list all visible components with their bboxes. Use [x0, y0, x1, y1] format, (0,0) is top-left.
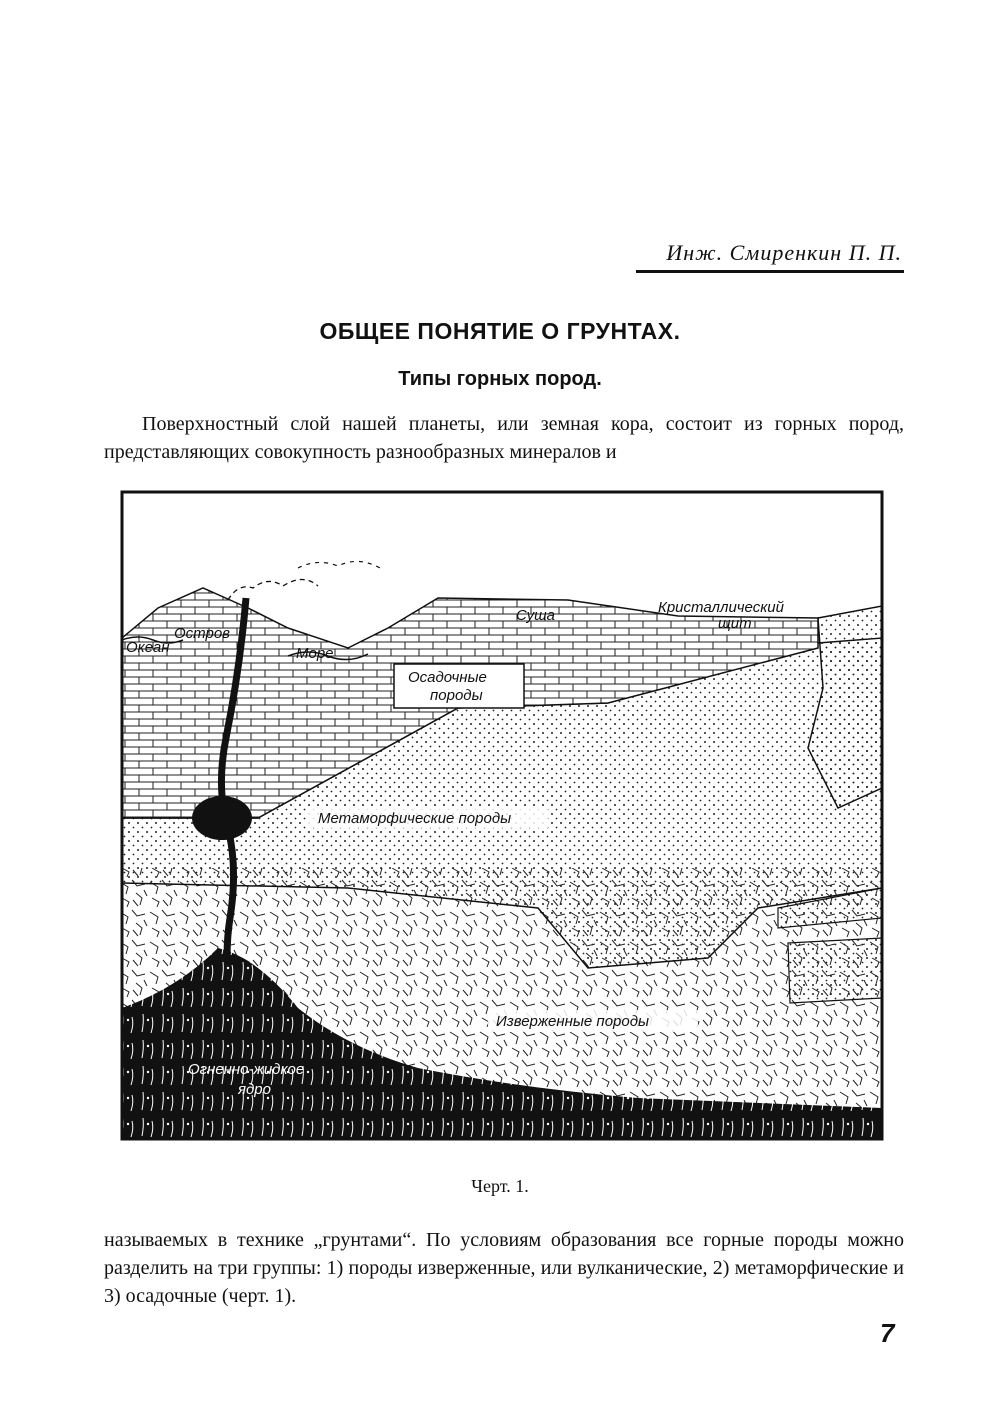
label-sedimentary-1: Осадочные — [408, 669, 487, 686]
page-number: 7 — [880, 1318, 895, 1348]
label-shield-2: щит — [718, 615, 752, 632]
paragraph-groups: называемых в технике „грунтами“. По условиям образования все горные породы можно разделить на три группы: 1) породы изверженные, или вулканические, 2) метаморфические и 3) осадочные (черт. 1). — [104, 1229, 904, 1307]
figure-caption: Черт. 1. — [471, 1176, 529, 1196]
geology-figure — [118, 488, 886, 1143]
page-title: ОБЩЕЕ ПОНЯТИЕ О ГРУНТАХ. — [319, 318, 681, 344]
label-igneous: Изверженные породы — [496, 1013, 650, 1030]
label-sedimentary-2: породы — [430, 687, 483, 704]
label-land: Суша — [516, 607, 555, 624]
author-underline — [636, 270, 904, 273]
label-island: Остров — [174, 625, 231, 642]
paragraph-intro: Поверхностный слой нашей планеты, или земная кора, состоит из горных пород, представляющих совокупность разнообразных минералов и — [104, 413, 904, 463]
geology-cross-section — [118, 488, 886, 1143]
label-ocean: Океан — [126, 639, 170, 656]
label-shield-1: Кристаллический — [658, 599, 784, 616]
section-subtitle: Типы горных пород. — [398, 368, 602, 390]
label-core-2: ядро — [238, 1081, 271, 1098]
label-core-1: Огненно-жидкое — [188, 1061, 305, 1078]
label-metamorphic: Метаморфические породы — [318, 810, 512, 827]
label-sea: Море — [296, 645, 334, 662]
author-name: Инж. Смиренкин П. П. — [666, 240, 902, 265]
